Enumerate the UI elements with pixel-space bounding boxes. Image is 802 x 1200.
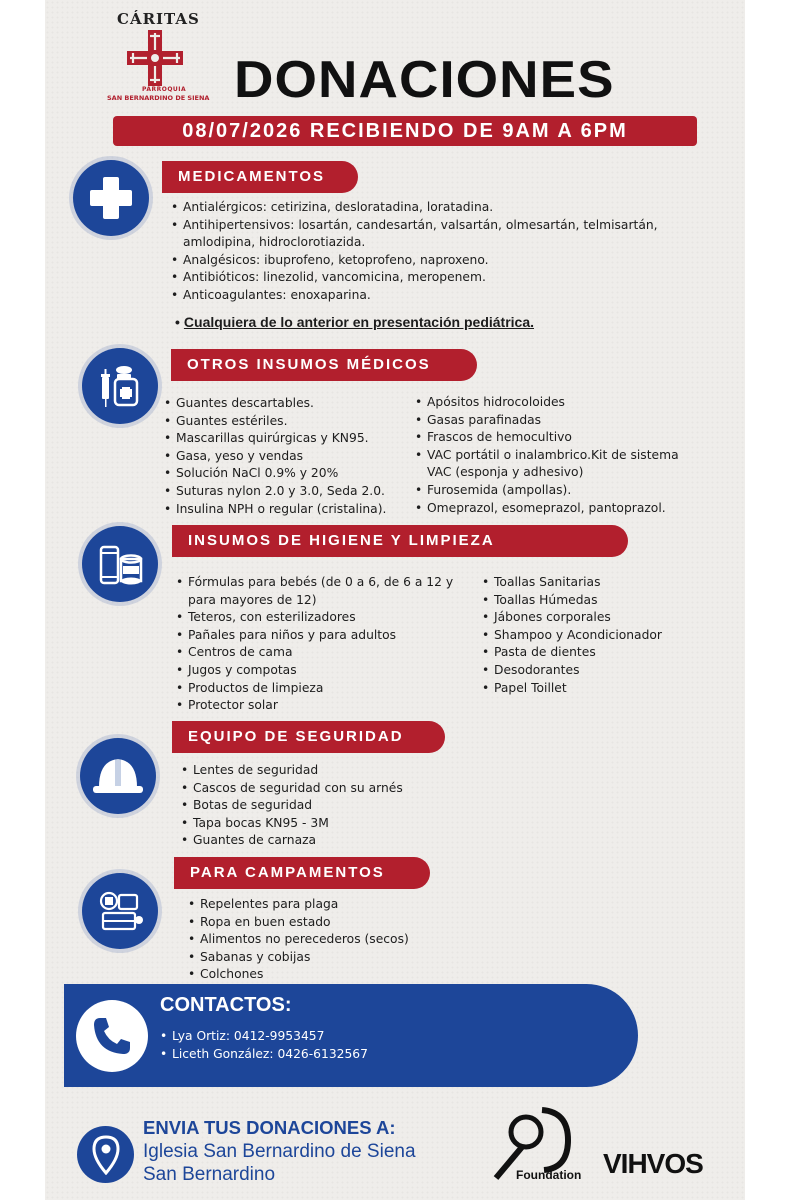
list-item: • Papel Toillet [482,680,702,698]
list-item: • Frascos de hemocultivo [415,429,705,447]
list-item: • Protector solar [176,697,476,715]
list-item: • Lentes de seguridad [181,762,481,780]
list-item: • Teteros, con esterilizadores [176,609,476,627]
list-item: • Gasas parafinadas [415,412,705,430]
list-item: • Insulina NPH o regular (cristalina). [164,501,409,519]
list-item: • Liceth González: 0426-6132567 [160,1046,368,1064]
list-item: • Tapa bocas KN95 - 3M [181,815,481,833]
list-item: • VAC portátil o inalambrico.Kit de sistema VAC (esponja y adhesivo) [415,447,705,482]
phone-icon [76,1000,148,1072]
list-item: • Furosemida (ampollas). [415,482,705,500]
caritas-cross-logo [127,30,183,86]
list-item: • Toallas Sanitarias [482,574,702,592]
list-item: • Toallas Húmedas [482,592,702,610]
list-item: • Antibióticos: linezolid, vancomicina, meropenem. [171,269,706,287]
otros-insumos-list-right [415,394,705,517]
page-title: DONACIONES [234,51,615,109]
list-item: • Apósitos hidrocoloides [415,394,705,412]
date-banner: 08/07/2026 RECIBIENDO DE 9AM A 6PM [113,116,697,146]
location-pin-icon [77,1126,134,1183]
list-item: • Suturas nylon 2.0 y 3.0, Seda 2.0. [164,483,409,501]
higiene-list-right [482,574,702,697]
list-item: • Pañales para niños y para adultos [176,627,476,645]
parroquia-label: PARROQUIA [142,86,187,93]
pediatric-note: • Cualquiera de lo anterior en presentación pediátrica. [175,314,534,330]
campamentos-list [188,896,488,984]
send-address-line2: San Bernardino [143,1164,276,1185]
list-item: • Antialérgicos: cetirizina, desloratadina, loratadina. [171,199,706,217]
list-item: • Guantes descartables. [164,395,409,413]
otros-insumos-list-left [164,395,409,518]
list-item: • Alimentos no perecederos (secos) [188,931,488,949]
send-address-line1: Iglesia San Bernardino de Siena [143,1141,416,1162]
list-item: • Cascos de seguridad con su arnés [181,780,481,798]
section-heading-campamentos: PARA CAMPAMENTOS [174,857,430,889]
list-item: • Sabanas y cobijas [188,949,488,967]
higiene-list-left [176,574,476,715]
list-item: • Anticoagulantes: enoxaparina. [171,287,706,305]
parish-name: SAN BERNARDINO DE SIENA [107,94,210,102]
list-item: • Gasa, yeso y vendas [164,448,409,466]
hard-hat-icon [80,738,156,814]
caritas-wordmark: CÁRITAS [117,10,200,28]
medical-cross-icon [73,160,149,236]
list-item: • Analgésicos: ibuprofeno, ketoprofeno, naproxeno. [171,252,706,270]
list-item: • Shampoo y Acondicionador [482,627,702,645]
list-item: • Solución NaCl 0.9% y 20% [164,465,409,483]
list-item: • Centros de cama [176,644,476,662]
send-heading: ENVIA TUS DONACIONES A: [143,1117,396,1138]
camp-supplies-icon [82,873,158,949]
list-item: • Productos de limpieza [176,680,476,698]
medical-supplies-icon [82,348,158,424]
contact-heading: CONTACTOS: [160,994,292,1016]
list-item: • Guantes de carnaza [181,832,481,850]
seguridad-list [181,762,481,850]
list-item: • Jugos y compotas [176,662,476,680]
list-item: • Repelentes para plaga [188,896,488,914]
list-item: • Botas de seguridad [181,797,481,815]
section-heading-higiene: INSUMOS DE HIGIENE Y LIMPIEZA [172,525,628,557]
cans-icon [82,526,158,602]
list-item: • Omeprazol, esomeprazol, pantoprazol. [415,500,705,518]
list-item: • Colchones [188,966,488,984]
list-item: • Lya Ortiz: 0412-9953457 [160,1028,368,1046]
list-item: • Ropa en buen estado [188,914,488,932]
list-item: • Antihipertensivos: losartán, candesartán, valsartán, olmesartán, telmisartán, amlodipina, hidroclorotiazida. [171,217,706,252]
list-item: • Pasta de dientes [482,644,702,662]
medicamentos-list [171,199,706,305]
list-item: • Desodorantes [482,662,702,680]
list-item: • Jábones corporales [482,609,702,627]
section-heading-medicamentos: MEDICAMENTOS [162,161,358,193]
list-item: • Guantes estériles. [164,413,409,431]
section-heading-seguridad: EQUIPO DE SEGURIDAD [172,721,445,753]
section-heading-otros-insumos: OTROS INSUMOS MÉDICOS [171,349,477,381]
foundation-label: Foundation [516,1168,582,1182]
list-item: • Mascarillas quirúrgicas y KN95. [164,430,409,448]
contact-list [160,1028,368,1063]
vihvos-logo: VIHVOS [603,1148,703,1179]
list-item: • Fórmulas para bebés (de 0 a 6, de 6 a 12 y para mayores de 12) [176,574,476,609]
